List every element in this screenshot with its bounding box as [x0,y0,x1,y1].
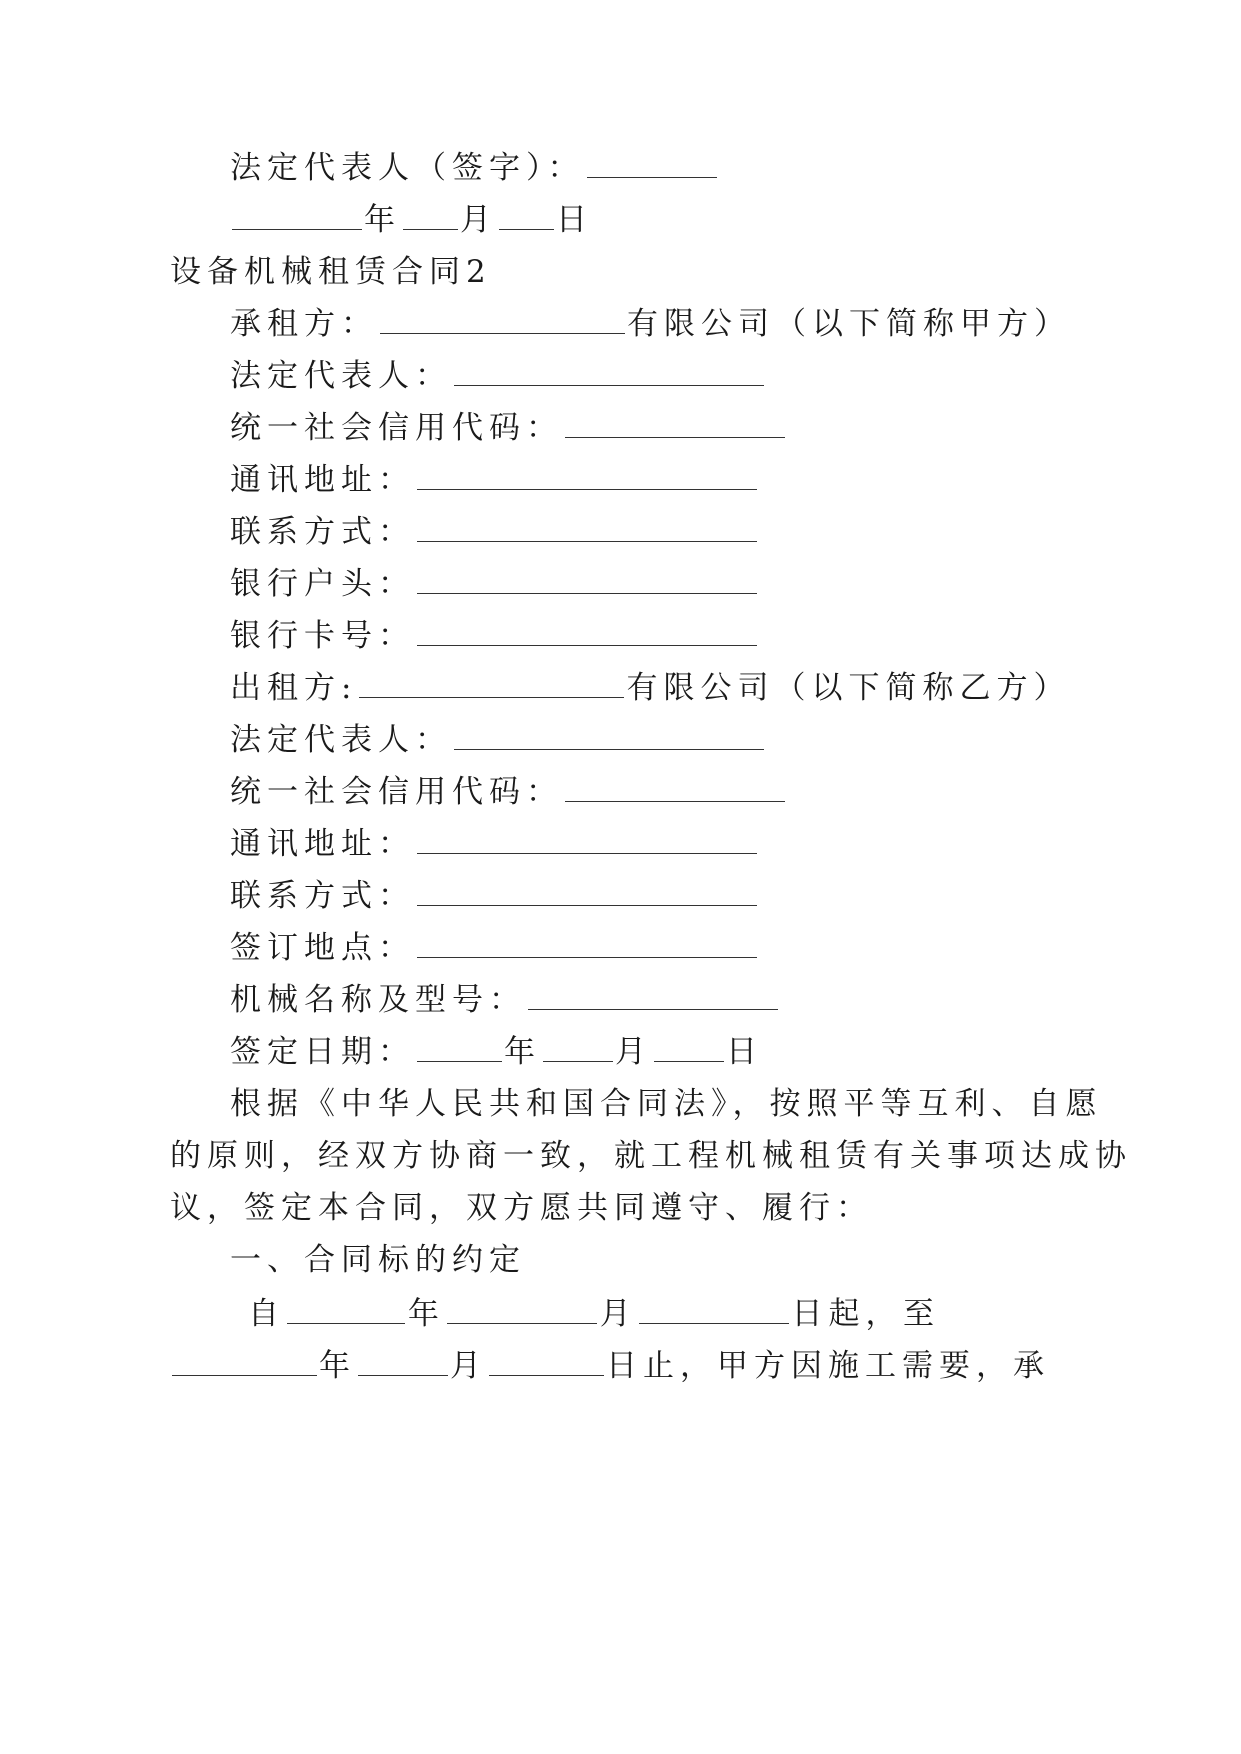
signing-place-blank[interactable] [417,935,757,958]
lessor-credit-label: 统一社会信用代码： [230,774,563,810]
lessee-name-blank[interactable] [380,311,625,334]
month-blank[interactable] [403,207,458,230]
preamble-line-2: 的原则，经双方协商一致，就工程机械租赁有关事项达成协 [170,1138,1132,1174]
section1-heading: 一、合同标的约定 [230,1242,526,1278]
lessee-bank-account-line [230,564,759,604]
section1-term-line [248,1294,940,1334]
lessee-contact-label: 联系方式： [230,514,415,550]
lessor-contact-label: 联系方式： [230,878,415,914]
year-label: 年 [364,202,401,238]
lessee-bank-card-label: 银行卡号： [230,618,415,654]
lessor-name-line [230,668,1070,708]
signing-date-label: 签定日期： [230,1034,415,1070]
lessor-address-blank[interactable] [417,831,757,854]
lessor-rep-label: 法定代表人： [230,722,452,758]
lessee-address-line [230,460,759,500]
signing-month-label: 月 [615,1034,652,1070]
lessee-credit-blank[interactable] [565,415,785,438]
lessee-bank-card-line [230,616,759,656]
year-blank[interactable] [232,207,362,230]
lessee-contact-line [230,512,759,552]
month-label: 月 [460,202,497,238]
signing-year-blank[interactable] [417,1039,502,1062]
term-end-month-blank[interactable] [358,1353,448,1376]
term-end-month-label: 月 [450,1348,487,1384]
lessor-address-label: 通讯地址： [230,826,415,862]
signature-line [230,148,719,188]
lessee-name-suffix: 有限公司（以下简称甲方） [627,306,1071,342]
term-end-day-blank[interactable] [489,1353,604,1376]
term-start-day-blank[interactable] [639,1301,789,1324]
lessor-rep-line [230,720,766,760]
lessee-credit-label: 统一社会信用代码： [230,410,563,446]
lessee-contact-blank[interactable] [417,519,757,542]
lessor-contact-blank[interactable] [417,883,757,906]
signing-year-label: 年 [504,1034,541,1070]
lessee-bank-account-blank[interactable] [417,571,757,594]
lessee-address-blank[interactable] [417,467,757,490]
lessor-credit-line [230,772,787,812]
lessee-credit-line [230,408,787,448]
lessor-name-label: 出租方: [230,670,358,706]
preamble-line-1: 根据《中华人民共和国合同法》，按照平等互利、自愿 [230,1086,1103,1122]
rep-sign-blank[interactable] [587,155,717,178]
machine-model-line [230,980,780,1020]
term-start-day-label: 日起， [791,1296,903,1332]
signing-place-label: 签订地点： [230,930,415,966]
lessee-name-line [230,304,1071,344]
signing-place-line [230,928,759,968]
signing-date-line [230,1032,763,1072]
lessee-bank-card-blank[interactable] [417,623,757,646]
signing-month-blank[interactable] [543,1039,613,1062]
term-to-label: 至 [902,1296,940,1332]
term-start-month-label: 月 [599,1296,637,1332]
machine-model-label: 机械名称及型号： [230,982,526,1018]
lessor-credit-blank[interactable] [565,779,785,802]
lessor-rep-blank[interactable] [454,727,764,750]
lessee-rep-label: 法定代表人： [230,358,452,394]
term-end-year-blank[interactable] [172,1353,317,1376]
signature-date-line [230,200,593,240]
lessee-address-label: 通讯地址： [230,462,415,498]
day-blank[interactable] [499,207,554,230]
lessor-contact-line [230,876,759,916]
contract-title: 设备机械租赁合同2 [170,254,492,290]
section1-term-end-line [170,1346,1050,1386]
term-from-label: 自 [248,1296,285,1332]
lessee-rep-line [230,356,766,396]
rep-sign-label: 法定代表人（签字）： [230,150,585,186]
signing-day-blank[interactable] [654,1039,724,1062]
term-end-year-label: 年 [319,1348,356,1384]
lessee-name-label: 承租方： [230,306,378,342]
preamble-line-3: 议，签定本合同，双方愿共同遵守、履行： [170,1190,873,1226]
day-label: 日 [556,202,593,238]
lessee-bank-account-label: 银行户头： [230,566,415,602]
lessee-rep-blank[interactable] [454,363,764,386]
lessor-address-line [230,824,759,864]
term-end-tail: 日止，甲方因施工需要，承 [606,1348,1050,1384]
term-start-month-blank[interactable] [447,1301,597,1324]
machine-model-blank[interactable] [528,987,778,1010]
lessor-name-suffix: 有限公司（以下简称乙方） [626,670,1071,706]
signing-day-label: 日 [726,1034,763,1070]
term-start-year-blank[interactable] [287,1301,405,1324]
term-start-year-label: 年 [407,1296,445,1332]
lessor-name-blank[interactable] [359,675,624,698]
